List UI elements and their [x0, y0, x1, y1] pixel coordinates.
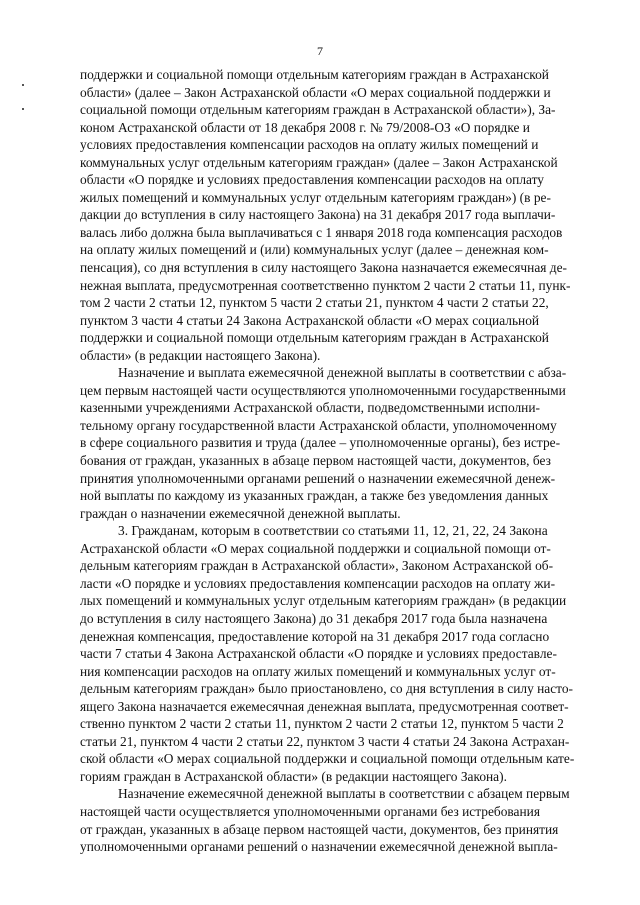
margin-mark — [22, 84, 24, 86]
paragraph-item-3: 3. Гражданам, которым в соответствии со статьями 11, 12, 21, 22, 24 Закона Астраханской области «О мерах социальной поддержки и социальной помощи от- дельным категориям граждан в Астраханской области», Законом Астраханской об- ласти «О порядке и условиях предоставления компенсации расходов на оплату жи- лых помещений и коммунальных услуг отдельным категориям граждан» (в редакции до вступления в силу настоящего Закона) до 31 декабря 2017 года была назначена денежная компенсация, предоставление которой на 31 декабря 2017 года согласно части 7 статьи 4 Закона Астраханской области «О порядке и условиях предоставле- ния компенсации расходов на оплату жилых помещений и коммунальных услуг от- дельным категориям граждан» было приостановлено, со дня вступления в силу насто- ящего Закона назначается ежемесячная денежная выплата, предусмотренная соответ- ственно пунктом 2 части 2 статьи 11, пунктом 2 части 2 статьи 12, пунктом 5 части 2 статьи 21, пунктом 4 части 2 статьи 22, пунктом 3 части 4 статьи 24 Закона Астрахан- ской области «О мерах социальной поддержки и социальной помощи отдельным кате- гориям граждан в Астраханской области» (в редакции настоящего Закона). — [80, 523, 575, 784]
margin-mark — [22, 108, 24, 110]
paragraph-continuation: поддержки и социальной помощи отдельным категориям граждан в Астраханской области» (далее – Закон Астраханской области «О мерах социальной поддержки и социальной помощи отдельным категориям граждан в Астраханской области»), За- коном Астраханской области от 18 декабря 2008 г. № 79/2008-ОЗ «О порядке и условиях предоставления компенсации расходов на оплату жилых помещений и коммунальных услуг отдельным категориям граждан» (далее – Закон Астраханской области «О порядке и условиях предоставления компенсации расходов на оплату жилых помещений и коммунальных услуг отдельным категориям граждан») (в ре- дакции до вступления в силу настоящего Закона) на 31 декабря 2017 года выплачи- валась либо должна была выплачиваться с 1 января 2018 года компенсация расходов на оплату жилых помещений и (или) коммунальных услуг (далее – денежная ком- пенсация), со дня вступления в силу настоящего Закона назначается ежемесячная де- нежная выплата, предусмотренная соответственно пунктом 2 части 2 статьи 11, пунк- том 2 части 2 статьи 12, пунктом 5 части 2 статьи 21, пунктом 4 части 2 статьи 22, пунктом 3 части 4 статьи 24 Закона Астраханской области «О мерах социальной поддержки и социальной помощи отдельным категориям граждан в Астраханской области» (в редакции настоящего Закона). — [80, 67, 571, 363]
paragraph-payment-procedure: Назначение и выплата ежемесячной денежной выплаты в соответствии с абза- цем первым настоящей части осуществляются уполномоченными государственными казенными учреждениями Астраханской области, подведомственными исполни- тельному органу государственной власти Астраханской области, уполномоченному в сфере социального развития и труда (далее – уполномоченные органы), без истре- бования от граждан, указанных в абзаце первом настоящей части, документов, без принятия уполномоченными органами решений о назначении ежемесячной денеж- ной выплаты по каждому из указанных граждан, а также без уведомления данных граждан о назначении ежемесячной денежной выплаты. — [80, 365, 567, 521]
document-body — [80, 66, 614, 856]
page-number: 7 — [317, 44, 323, 58]
paragraph-assignment-procedure: Назначение ежемесячной денежной выплаты в соответствии с абзацем первым настоящей части осуществляется уполномоченными органами без истребования от граждан, указанных в абзаце первом настоящей части, документов, без принятия уполномоченными органами решений о назначении ежемесячной денежной выпла- — [80, 786, 570, 855]
